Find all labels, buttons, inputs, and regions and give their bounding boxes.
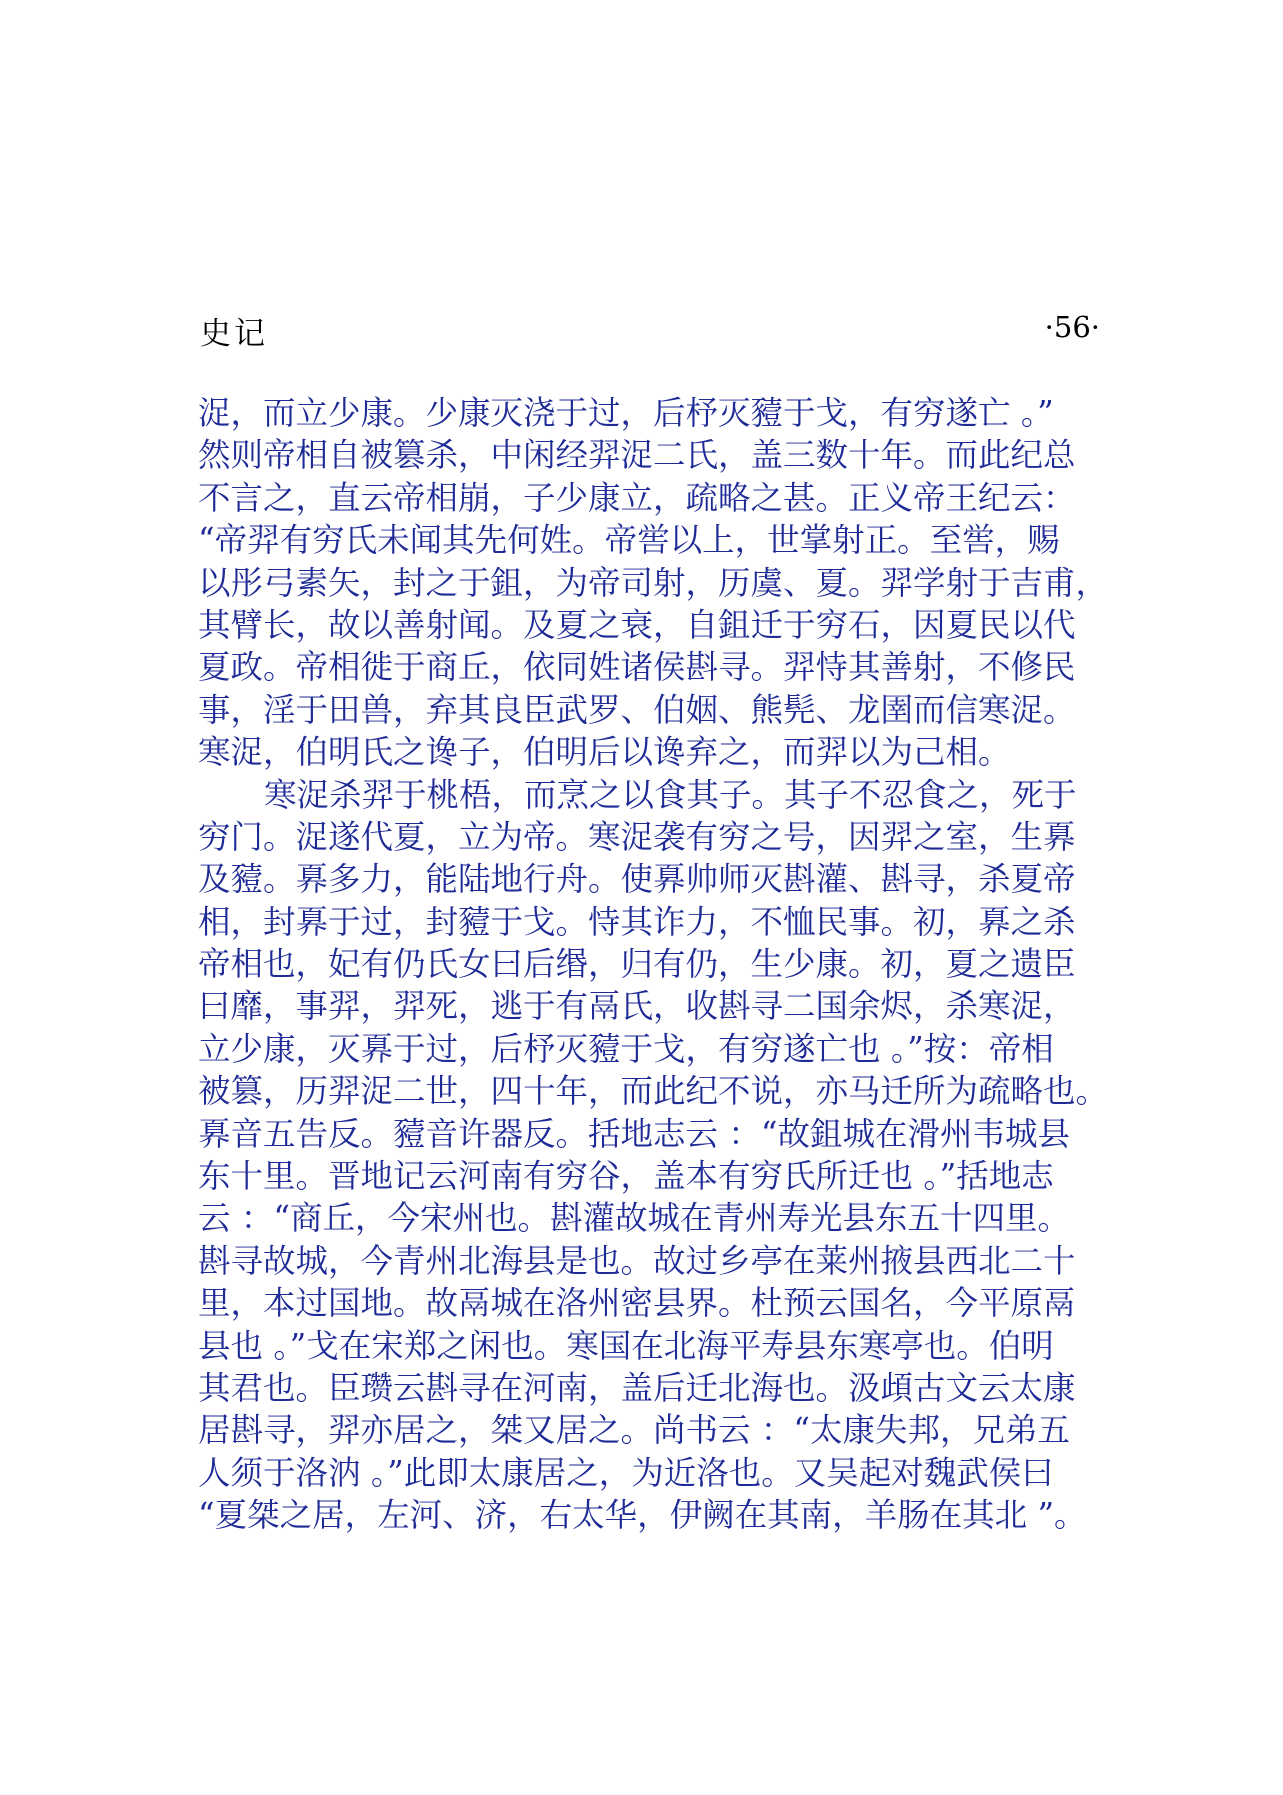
page-header [200, 308, 1100, 358]
text-line: 奡音五告反。豷音许器反。括地志云 ：“故鉏城在滑州韦城县 [198, 1114, 1070, 1153]
text-line: 相，封奡于过，封豷于戈。恃其诈力，不恤民事。初，奡之杀 [198, 902, 1076, 941]
running-title: 史记 [200, 316, 268, 352]
text-line: 然则帝相自被篡杀，中闲经羿浞二氏，盖三数十年。而此纪总 [198, 436, 1076, 475]
text-line: 其君也。臣瓒云斟寻在河南，盖后迁北海也。汲頉古文云太康 [198, 1368, 1076, 1407]
text-line: 里，本过国地。故鬲城在洛州密县界。杜预云国名，今平原鬲 [198, 1284, 1076, 1323]
text-line: “夏桀之居，左河、济，右太华，伊阙在其南，羊肠在其北 ”。 [198, 1496, 1087, 1535]
text-line: 帝相也，妃有仍氏女曰后缗，归有仍，生少康。初，夏之遗臣 [198, 945, 1076, 984]
text-line: 穷门。浞遂代夏，立为帝。寒浞袭有穷之号，因羿之室，生奡 [198, 817, 1076, 856]
text-line: 浞，而立少康。少康灭浇于过，后杼灭豷于戈，有穷遂亡 。” [198, 394, 1054, 432]
text-line: 东十里。晋地记云河南有穷谷，盖本有穷氏所迁也 。”括地志 [198, 1157, 1054, 1196]
body-text [198, 392, 1118, 1537]
text-line: 不言之，直云帝相崩，子少康立，疏略之甚。正义帝王纪云： [198, 478, 1076, 517]
text-line: 人须于洛汭 。”此即太康居之，为近洛也。又吴起对魏武侯曰 [198, 1453, 1054, 1492]
text-line: 事，淫于田兽，弃其良臣武罗、伯姻、熊髡、龙圉而信寒浞。 [198, 690, 1076, 729]
paragraph-start-line: 寒浞杀羿于桃梧，而烹之以食其子。其子不忍食之，死于 [264, 775, 1077, 814]
text-line: 寒浞，伯明氏之谗子，伯明后以谗弃之，而羿以为己相。 [198, 733, 1011, 772]
text-line: 云 ：“商丘，今宋州也。斟灌故城在青州寿光县东五十四里。 [198, 1199, 1070, 1238]
text-line: 立少康，灭奡于过，后杼灭豷于戈，有穷遂亡也 。”按：帝相 [198, 1029, 1054, 1068]
text-line: 曰靡，事羿，羿死，逃于有鬲氏，收斟寻二国余烬，杀寒浞， [198, 987, 1076, 1026]
text-line: 及豷。奡多力，能陆地行舟。使奡帅师灭斟灌、斟寻，杀夏帝 [198, 860, 1076, 899]
text-line: 夏政。帝相徙于商丘，依同姓诸侯斟寻。羿恃其善射，不修民 [198, 648, 1076, 687]
text-line: 县也 。”戈在宋郑之闲也。寒国在北海平寿县东寒亭也。伯明 [198, 1326, 1054, 1365]
text-line: 其臂长，故以善射闻。及夏之衰，自鉏迁于穷石，因夏民以代 [198, 605, 1076, 644]
text-line: “帝羿有穷氏未闻其先何姓。帝喾以上，世掌射正。至喾，赐 [198, 521, 1060, 560]
page-number: ·56· [1044, 310, 1100, 344]
text-line: 以彤弓素矢，封之于鉏，为帝司射，历虞、夏。羿学射于吉甫， [198, 563, 1109, 602]
text-line: 斟寻故城，今青州北海县是也。故过乡亭在莱州掖县西北二十 [198, 1241, 1076, 1280]
text-line: 被篡，历羿浞二世，四十年，而此纪不说，亦马迁所为疏略也。 [198, 1072, 1109, 1111]
text-line: 居斟寻，羿亦居之，桀又居之。尚书云 ：“太康失邦，兄弟五 [198, 1411, 1070, 1450]
